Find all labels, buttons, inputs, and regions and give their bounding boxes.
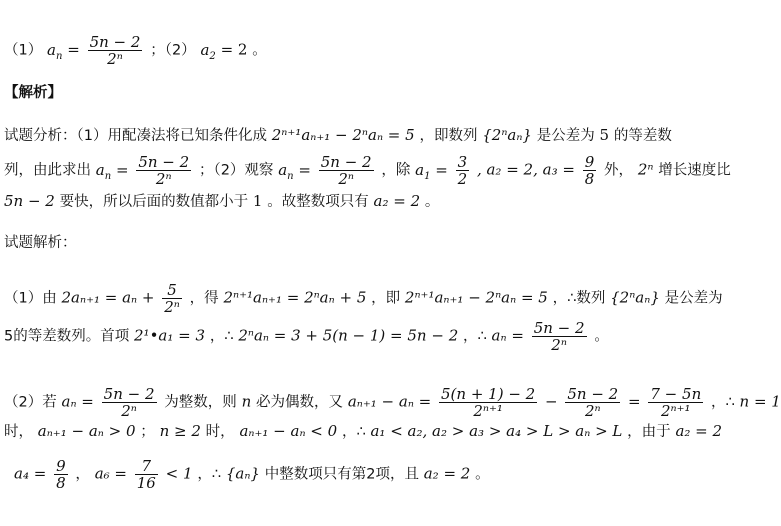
answer-end: 。	[252, 42, 267, 59]
solution-expr-2: 2ⁿ⁺¹aₙ₊₁ = 2ⁿaₙ + 5	[223, 288, 367, 307]
solution-text-5c: ，∴	[197, 466, 222, 483]
solution-text-4a: 时，	[4, 424, 33, 440]
solution-line-5	[14, 458, 490, 491]
solution-a4-fraction: $\frac{9}{8}$	[56, 457, 66, 492]
solution-ineq-1: aₙ₊₁ − aₙ > 0	[37, 422, 136, 440]
solution-text-5b: ，	[75, 466, 90, 483]
solution-text-4d: ，∴	[341, 424, 366, 440]
analysis-text-2c: ，除	[381, 162, 411, 179]
solution-header: 试题解析：	[4, 235, 77, 251]
analysis-2n: 2ⁿ	[637, 160, 654, 179]
analysis-a2-a3: , a₂ = 2, a₃ =	[476, 160, 575, 179]
solution-fraction-6: $\frac{7 - 5n}{\text{2ⁿ⁺¹}}$	[650, 385, 702, 420]
solution-text-1c: ，即	[371, 290, 401, 307]
solution-text-1d: ，∴数列	[552, 290, 606, 307]
answer-part1-label: （1）	[4, 42, 43, 59]
solution-n: n	[241, 392, 252, 411]
analysis-text-2a: 列，由此求出	[4, 162, 91, 179]
solution-an-2: aₙ =	[61, 392, 94, 411]
analysis-result: a₂ = 2	[373, 192, 421, 210]
solution-text-1e: 是公差为	[664, 290, 723, 307]
analysis-expr-3: 5n − 2	[4, 192, 55, 210]
solution-first-term: 2¹•a₁ = 3	[134, 326, 206, 345]
answer-an: $a_n$	[47, 40, 63, 62]
analysis-text-3c: 。	[424, 194, 440, 210]
solution-line-4	[4, 420, 722, 443]
solution-expr-3: 2ⁿ⁺¹aₙ₊₁ − 2ⁿaₙ = 5	[404, 288, 548, 307]
analysis-text-2d: 外，	[604, 162, 634, 179]
solution-expr-1: 2aₙ₊₁ = aₙ +	[61, 288, 155, 307]
analysis-text-3b: 。故整数项只有	[267, 194, 369, 210]
analysis-text-1c: 是公差为	[536, 128, 595, 144]
analysis-text-2e: 增长速度比	[658, 162, 731, 179]
solution-text-2a: 5的等差数列。首项	[4, 328, 130, 345]
analysis-line-1	[4, 124, 672, 147]
analysis-an-1: $a_n$ =	[95, 160, 129, 182]
analysis-line-3	[4, 190, 439, 213]
answer-a2: $a_2$	[200, 40, 216, 62]
analysis-a3-fraction: $\frac{9}{8}$	[584, 153, 595, 188]
solution-n-equals-1: n = 1	[739, 392, 781, 411]
solution-text-3c: 必为偶数，又	[256, 394, 344, 411]
analysis-text-1a: 试题分析：（1）用配凑法将已知条件化成	[4, 128, 267, 144]
analysis-a1: $a_1$ =	[415, 160, 448, 182]
solution-fraction-3: $\frac{5n - 2}{\text{2ⁿ}}$	[103, 385, 155, 420]
answer-separator: ；（2）	[150, 42, 196, 59]
solution-expr-4: 2ⁿaₙ = 3 + 5(n − 1) = 5n − 2	[238, 326, 459, 345]
solution-fraction-1: $\frac{5}{\text{2ⁿ}}$	[164, 281, 180, 316]
analysis-header: 【解析】	[4, 85, 62, 101]
solution-fraction-2: $\frac{5n - 2}{\text{2ⁿ}}$	[533, 319, 585, 354]
answer-line	[4, 34, 267, 68]
solution-a6-fraction: $\frac{7}{16}$	[136, 457, 156, 492]
solution-ineq-2: aₙ₊₁ − aₙ < 0	[239, 422, 338, 440]
solution-text-3d: ，∴	[711, 394, 735, 411]
solution-line-2	[4, 320, 609, 353]
answer-a2-value: = 2	[220, 40, 248, 59]
analysis-an-2: $a_n$ =	[278, 160, 311, 182]
solution-fraction-4: $\frac{5(n + 1) - 2}{\text{2ⁿ⁺¹}}$	[441, 385, 536, 420]
analysis-line-2	[4, 154, 731, 188]
solution-a2: a₂ = 2	[675, 422, 723, 440]
solution-text-4c: 时，	[205, 424, 235, 440]
solution-text-2d: 。	[594, 328, 609, 345]
solution-text-4e: ，由于	[627, 424, 671, 440]
analysis-expr-1: 2ⁿ⁺¹aₙ₊₁ − 2ⁿaₙ = 5	[271, 126, 415, 144]
analysis-text-1d: 的等差数	[613, 128, 672, 144]
solution-diff: aₙ₊₁ − aₙ =	[347, 392, 432, 411]
solution-a4: a₄ =	[14, 464, 47, 483]
solution-text-2b: ，∴	[209, 328, 234, 345]
solution-text-3b: 为整数，则	[164, 394, 237, 411]
solution-text-1a: （1）由	[4, 290, 57, 307]
analysis-text-3a: 要快，所以后面的数值都小于	[59, 194, 249, 210]
analysis-seq-1: {2ⁿaₙ}	[482, 126, 532, 144]
solution-text-5d: 中整数项只有第2项，且	[264, 466, 419, 483]
solution-line-3: （2）若 aₙ = $\frac{5n - 2}{\text{2ⁿ}}$ 为整数，则 n 必为偶数，又 aₙ₊₁ − aₙ = $\frac{5(n + 1) - 2}{\text{2ⁿ⁺¹}}$ − $\frac{5n - 2}{\text{2ⁿ}}$ = $\frac{7 - 5n}{\text{2ⁿ⁺¹}}$ ，∴ n = 1	[4, 385, 781, 420]
solution-chain: a₁ < a₂, a₂ > a₃ > a₄ > L > aₙ > L	[370, 422, 623, 440]
solution-line-1	[4, 282, 723, 315]
analysis-fraction-2: $\frac{5n - 2}{\text{2ⁿ}}$	[320, 153, 372, 188]
solution-text-1b: ，得	[189, 290, 219, 307]
solution-lt-1: < 1	[165, 464, 193, 483]
solution-text-2c: ，∴	[463, 328, 487, 345]
analysis-d: 5	[599, 126, 610, 144]
solution-fraction-5: $\frac{5n - 2}{\text{2ⁿ}}$	[567, 385, 619, 420]
solution-seq-an: {aₙ}	[225, 464, 260, 483]
solution-text-3a: （2）若	[4, 394, 57, 411]
answer-eq: =	[67, 40, 80, 59]
analysis-fraction-1: $\frac{5n - 2}{\text{2ⁿ}}$	[138, 153, 190, 188]
solution-result: a₂ = 2	[423, 464, 471, 483]
solution-a6: a₆ =	[94, 464, 127, 483]
analysis-text-2b: ；（2）观察	[198, 162, 274, 179]
analysis-one: 1	[252, 192, 263, 210]
solution-n-ge-2: n ≥ 2	[159, 422, 201, 440]
solution-text-5e: 。	[475, 466, 490, 483]
analysis-text-1b: ，即数列	[419, 128, 478, 144]
analysis-a1-fraction: $\frac{3}{2}$	[457, 153, 468, 188]
solution-text-4b: ；	[140, 424, 155, 440]
solution-seq: {2ⁿaₙ}	[610, 288, 660, 307]
solution-an: aₙ =	[491, 326, 524, 345]
answer-fraction: $\frac{5n - 2}{\text{2ⁿ}}$	[89, 33, 141, 68]
